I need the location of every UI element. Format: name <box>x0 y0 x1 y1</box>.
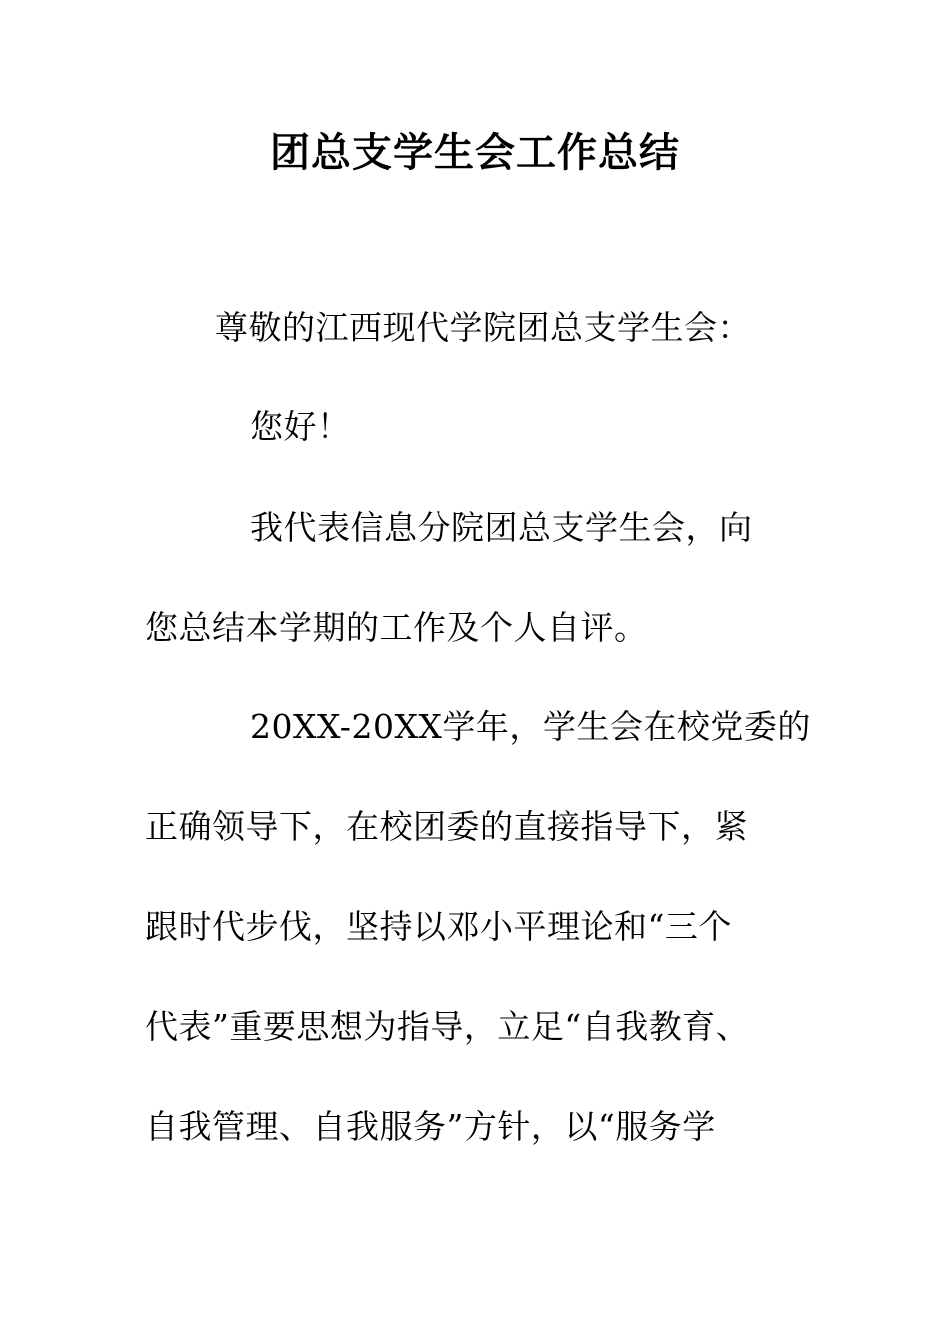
body-line: 跟时代步伐，坚持以邓小平理论和“三个 <box>145 907 732 946</box>
body-line: 我代表信息分院团总支学生会，向 <box>250 508 753 547</box>
document-title: 团总支学生会工作总结 <box>270 130 680 176</box>
body-line: 自我管理、自我服务”方针，以“服务学 <box>145 1107 716 1146</box>
greeting-line: 您好！ <box>250 407 351 446</box>
salutation-line: 尊敬的江西现代学院团总支学生会： <box>215 308 751 347</box>
body-line: 代表”重要思想为指导，立足“自我教育、 <box>145 1007 750 1046</box>
body-line: 20XX-20XX学年，学生会在校党委的 <box>250 707 811 746</box>
body-line: 正确领导下，在校团委的直接指导下，紧 <box>145 807 748 846</box>
body-line: 您总结本学期的工作及个人自评。 <box>145 608 648 647</box>
